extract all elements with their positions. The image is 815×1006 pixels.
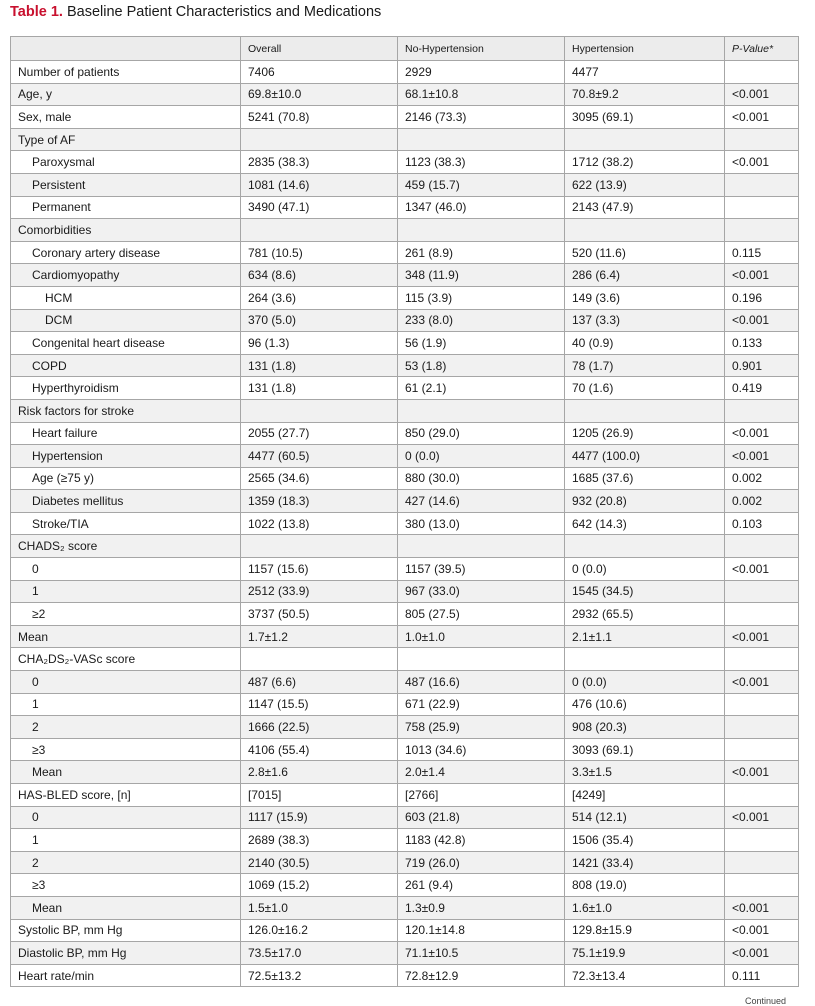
cell-overall: 781 (10.5) xyxy=(241,241,398,264)
cell-p-value xyxy=(725,784,799,807)
row-label: 1 xyxy=(11,693,241,716)
row-label: Diabetes mellitus xyxy=(11,490,241,513)
row-label: Heart failure xyxy=(11,422,241,445)
cell-no-hypertension: 1.3±0.9 xyxy=(398,896,565,919)
cell-no-hypertension xyxy=(398,535,565,558)
cell-hypertension: 1.6±1.0 xyxy=(565,896,725,919)
cell-hypertension: 1712 (38.2) xyxy=(565,151,725,174)
table-row xyxy=(11,445,799,468)
cell-overall: 5241 (70.8) xyxy=(241,106,398,129)
cell-no-hypertension: 459 (15.7) xyxy=(398,173,565,196)
cell-p-value: <0.001 xyxy=(725,83,799,106)
cell-hypertension: 2.1±1.1 xyxy=(565,625,725,648)
cell-p-value xyxy=(725,580,799,603)
cell-p-value xyxy=(725,603,799,626)
row-label: Mean xyxy=(11,761,241,784)
table-row xyxy=(11,716,799,739)
cell-p-value xyxy=(725,716,799,739)
cell-overall: 2055 (27.7) xyxy=(241,422,398,445)
cell-overall xyxy=(241,535,398,558)
table-row xyxy=(11,354,799,377)
cell-p-value xyxy=(725,61,799,84)
cell-no-hypertension: 1347 (46.0) xyxy=(398,196,565,219)
cell-hypertension: 1421 (33.4) xyxy=(565,851,725,874)
cell-overall xyxy=(241,648,398,671)
cell-no-hypertension: 487 (16.6) xyxy=(398,671,565,694)
cell-overall: 126.0±16.2 xyxy=(241,919,398,942)
cell-no-hypertension: 115 (3.9) xyxy=(398,286,565,309)
cell-overall: 2140 (30.5) xyxy=(241,851,398,874)
table-row xyxy=(11,671,799,694)
row-label: ≥2 xyxy=(11,603,241,626)
cell-overall: 634 (8.6) xyxy=(241,264,398,287)
row-label: Age, y xyxy=(11,83,241,106)
cell-p-value xyxy=(725,128,799,151)
table-row xyxy=(11,738,799,761)
cell-p-value: 0.103 xyxy=(725,512,799,535)
cell-hypertension: 3.3±1.5 xyxy=(565,761,725,784)
cell-overall: 264 (3.6) xyxy=(241,286,398,309)
cell-p-value: <0.001 xyxy=(725,264,799,287)
cell-p-value xyxy=(725,693,799,716)
cell-p-value: <0.001 xyxy=(725,625,799,648)
cell-no-hypertension: 850 (29.0) xyxy=(398,422,565,445)
cell-overall xyxy=(241,219,398,242)
cell-hypertension xyxy=(565,399,725,422)
table-row xyxy=(11,693,799,716)
cell-p-value: <0.001 xyxy=(725,445,799,468)
table-row xyxy=(11,874,799,897)
cell-hypertension: 808 (19.0) xyxy=(565,874,725,897)
cell-no-hypertension: [2766] xyxy=(398,784,565,807)
cell-hypertension xyxy=(565,128,725,151)
cell-hypertension: 3093 (69.1) xyxy=(565,738,725,761)
table-title: Baseline Patient Characteristics and Medications xyxy=(66,4,382,20)
row-label: Persistent xyxy=(11,173,241,196)
table-row xyxy=(11,784,799,807)
row-label: Hyperthyroidism xyxy=(11,377,241,400)
row-label: Type of AF xyxy=(11,128,241,151)
cell-overall: 2512 (33.9) xyxy=(241,580,398,603)
table-row xyxy=(11,422,799,445)
cell-hypertension: 40 (0.9) xyxy=(565,332,725,355)
cell-overall: 1157 (15.6) xyxy=(241,558,398,581)
row-label: Comorbidities xyxy=(11,219,241,242)
cell-overall: 487 (6.6) xyxy=(241,671,398,694)
cell-no-hypertension: 671 (22.9) xyxy=(398,693,565,716)
header-overall: Overall xyxy=(241,37,398,61)
cell-hypertension: 70 (1.6) xyxy=(565,377,725,400)
cell-no-hypertension: 348 (11.9) xyxy=(398,264,565,287)
row-label: Paroxysmal xyxy=(11,151,241,174)
cell-hypertension: 286 (6.4) xyxy=(565,264,725,287)
row-label: Permanent xyxy=(11,196,241,219)
table-row xyxy=(11,942,799,965)
cell-overall: 2835 (38.3) xyxy=(241,151,398,174)
table-row xyxy=(11,151,799,174)
cell-hypertension: 0 (0.0) xyxy=(565,671,725,694)
cell-overall: 2565 (34.6) xyxy=(241,467,398,490)
cell-no-hypertension: 1123 (38.3) xyxy=(398,151,565,174)
cell-overall: 2689 (38.3) xyxy=(241,829,398,852)
cell-overall: 1.7±1.2 xyxy=(241,625,398,648)
row-label: HAS-BLED score, [n] xyxy=(11,784,241,807)
cell-no-hypertension: 2146 (73.3) xyxy=(398,106,565,129)
cell-p-value: 0.115 xyxy=(725,241,799,264)
cell-overall: 1069 (15.2) xyxy=(241,874,398,897)
table-row xyxy=(11,83,799,106)
row-label: 1 xyxy=(11,829,241,852)
row-label: ≥3 xyxy=(11,738,241,761)
cell-no-hypertension: 120.1±14.8 xyxy=(398,919,565,942)
table-row xyxy=(11,761,799,784)
table-row xyxy=(11,377,799,400)
cell-overall: 1081 (14.6) xyxy=(241,173,398,196)
row-label: Systolic BP, mm Hg xyxy=(11,919,241,942)
row-label: Risk factors for stroke xyxy=(11,399,241,422)
row-label: Cardiomyopathy xyxy=(11,264,241,287)
cell-no-hypertension: 0 (0.0) xyxy=(398,445,565,468)
cell-p-value: <0.001 xyxy=(725,806,799,829)
cell-no-hypertension: 2.0±1.4 xyxy=(398,761,565,784)
row-label: Heart rate/min xyxy=(11,964,241,987)
header-p-value: P-Value* xyxy=(725,37,799,61)
cell-no-hypertension: 1013 (34.6) xyxy=(398,738,565,761)
cell-hypertension: 129.8±15.9 xyxy=(565,919,725,942)
cell-p-value: <0.001 xyxy=(725,919,799,942)
cell-hypertension xyxy=(565,648,725,671)
row-label: Hypertension xyxy=(11,445,241,468)
header-no-hypertension: No-Hypertension xyxy=(398,37,565,61)
cell-overall: 131 (1.8) xyxy=(241,377,398,400)
cell-hypertension: 3095 (69.1) xyxy=(565,106,725,129)
cell-p-value: <0.001 xyxy=(725,151,799,174)
cell-no-hypertension: 805 (27.5) xyxy=(398,603,565,626)
cell-no-hypertension xyxy=(398,399,565,422)
table-row xyxy=(11,399,799,422)
cell-p-value xyxy=(725,851,799,874)
cell-p-value: 0.196 xyxy=(725,286,799,309)
cell-p-value xyxy=(725,535,799,558)
cell-no-hypertension: 261 (8.9) xyxy=(398,241,565,264)
row-label: Mean xyxy=(11,625,241,648)
cell-no-hypertension: 603 (21.8) xyxy=(398,806,565,829)
cell-no-hypertension: 71.1±10.5 xyxy=(398,942,565,965)
row-label: Coronary artery disease xyxy=(11,241,241,264)
cell-hypertension: 2932 (65.5) xyxy=(565,603,725,626)
table-row xyxy=(11,128,799,151)
table-row xyxy=(11,219,799,242)
cell-hypertension: 137 (3.3) xyxy=(565,309,725,332)
table-label: Table 1. xyxy=(10,4,63,20)
row-label: Mean xyxy=(11,896,241,919)
table-row xyxy=(11,603,799,626)
cell-no-hypertension: 2929 xyxy=(398,61,565,84)
row-label: Congenital heart disease xyxy=(11,332,241,355)
table-row xyxy=(11,512,799,535)
cell-no-hypertension: 53 (1.8) xyxy=(398,354,565,377)
table-row xyxy=(11,309,799,332)
row-label: ≥3 xyxy=(11,874,241,897)
cell-hypertension: 520 (11.6) xyxy=(565,241,725,264)
cell-overall: 4477 (60.5) xyxy=(241,445,398,468)
table-row xyxy=(11,535,799,558)
cell-no-hypertension: 68.1±10.8 xyxy=(398,83,565,106)
table-row xyxy=(11,241,799,264)
cell-hypertension: [4249] xyxy=(565,784,725,807)
cell-p-value: <0.001 xyxy=(725,761,799,784)
cell-no-hypertension: 72.8±12.9 xyxy=(398,964,565,987)
cell-overall: 1022 (13.8) xyxy=(241,512,398,535)
cell-no-hypertension: 427 (14.6) xyxy=(398,490,565,513)
row-label: 0 xyxy=(11,671,241,694)
cell-p-value xyxy=(725,219,799,242)
cell-overall: 1359 (18.3) xyxy=(241,490,398,513)
cell-p-value xyxy=(725,648,799,671)
cell-no-hypertension: 380 (13.0) xyxy=(398,512,565,535)
table-row xyxy=(11,648,799,671)
row-label: Sex, male xyxy=(11,106,241,129)
cell-no-hypertension: 880 (30.0) xyxy=(398,467,565,490)
cell-p-value: 0.901 xyxy=(725,354,799,377)
row-label: 1 xyxy=(11,580,241,603)
cell-overall: 96 (1.3) xyxy=(241,332,398,355)
cell-p-value: <0.001 xyxy=(725,671,799,694)
continued-note: Continued xyxy=(745,996,787,1006)
cell-hypertension: 1685 (37.6) xyxy=(565,467,725,490)
row-label: CHADS₂ score xyxy=(11,535,241,558)
row-label: 0 xyxy=(11,558,241,581)
cell-no-hypertension: 261 (9.4) xyxy=(398,874,565,897)
cell-hypertension: 4477 (100.0) xyxy=(565,445,725,468)
cell-no-hypertension: 233 (8.0) xyxy=(398,309,565,332)
row-label: Stroke/TIA xyxy=(11,512,241,535)
cell-no-hypertension: 1.0±1.0 xyxy=(398,625,565,648)
table-row xyxy=(11,964,799,987)
cell-hypertension: 78 (1.7) xyxy=(565,354,725,377)
cell-p-value: <0.001 xyxy=(725,422,799,445)
table-row xyxy=(11,829,799,852)
cell-hypertension: 642 (14.3) xyxy=(565,512,725,535)
cell-hypertension: 70.8±9.2 xyxy=(565,83,725,106)
cell-hypertension: 932 (20.8) xyxy=(565,490,725,513)
cell-p-value xyxy=(725,196,799,219)
cell-hypertension: 622 (13.9) xyxy=(565,173,725,196)
cell-no-hypertension: 1183 (42.8) xyxy=(398,829,565,852)
cell-overall: 7406 xyxy=(241,61,398,84)
cell-overall: 1117 (15.9) xyxy=(241,806,398,829)
cell-p-value xyxy=(725,173,799,196)
table-row xyxy=(11,286,799,309)
table-row xyxy=(11,196,799,219)
cell-no-hypertension xyxy=(398,128,565,151)
cell-overall: 1.5±1.0 xyxy=(241,896,398,919)
row-label: CHA₂DS₂-VASc score xyxy=(11,648,241,671)
cell-p-value: <0.001 xyxy=(725,106,799,129)
table-row xyxy=(11,332,799,355)
cell-overall: 131 (1.8) xyxy=(241,354,398,377)
cell-p-value: <0.001 xyxy=(725,558,799,581)
cell-hypertension: 1506 (35.4) xyxy=(565,829,725,852)
cell-no-hypertension: 758 (25.9) xyxy=(398,716,565,739)
cell-overall xyxy=(241,399,398,422)
table-row xyxy=(11,558,799,581)
table-row xyxy=(11,264,799,287)
cell-p-value xyxy=(725,874,799,897)
cell-p-value: <0.001 xyxy=(725,942,799,965)
cell-hypertension: 2143 (47.9) xyxy=(565,196,725,219)
row-label: 0 xyxy=(11,806,241,829)
cell-hypertension xyxy=(565,535,725,558)
cell-overall: 370 (5.0) xyxy=(241,309,398,332)
table-caption xyxy=(10,4,381,20)
cell-no-hypertension: 61 (2.1) xyxy=(398,377,565,400)
row-label: Diastolic BP, mm Hg xyxy=(11,942,241,965)
row-label: COPD xyxy=(11,354,241,377)
cell-p-value xyxy=(725,738,799,761)
cell-no-hypertension xyxy=(398,219,565,242)
table-row xyxy=(11,919,799,942)
cell-no-hypertension: 719 (26.0) xyxy=(398,851,565,874)
table-row xyxy=(11,490,799,513)
baseline-characteristics-table xyxy=(10,36,799,987)
cell-hypertension: 149 (3.6) xyxy=(565,286,725,309)
cell-p-value: 0.419 xyxy=(725,377,799,400)
cell-overall: 73.5±17.0 xyxy=(241,942,398,965)
cell-p-value: <0.001 xyxy=(725,309,799,332)
cell-p-value xyxy=(725,829,799,852)
table-row xyxy=(11,173,799,196)
cell-hypertension xyxy=(565,219,725,242)
row-label: Age (≥75 y) xyxy=(11,467,241,490)
cell-p-value xyxy=(725,399,799,422)
cell-hypertension: 908 (20.3) xyxy=(565,716,725,739)
cell-overall xyxy=(241,128,398,151)
cell-hypertension: 1205 (26.9) xyxy=(565,422,725,445)
cell-no-hypertension: 967 (33.0) xyxy=(398,580,565,603)
cell-hypertension: 4477 xyxy=(565,61,725,84)
header-label-col xyxy=(11,37,241,61)
cell-no-hypertension: 56 (1.9) xyxy=(398,332,565,355)
cell-p-value: 0.002 xyxy=(725,467,799,490)
table-row xyxy=(11,467,799,490)
cell-hypertension: 514 (12.1) xyxy=(565,806,725,829)
cell-overall: 4106 (55.4) xyxy=(241,738,398,761)
row-label: HCM xyxy=(11,286,241,309)
table-row xyxy=(11,106,799,129)
table-row xyxy=(11,580,799,603)
cell-overall: [7015] xyxy=(241,784,398,807)
table-row xyxy=(11,851,799,874)
cell-p-value: <0.001 xyxy=(725,896,799,919)
cell-hypertension: 0 (0.0) xyxy=(565,558,725,581)
cell-p-value: 0.111 xyxy=(725,964,799,987)
cell-overall: 2.8±1.6 xyxy=(241,761,398,784)
row-label: Number of patients xyxy=(11,61,241,84)
row-label: DCM xyxy=(11,309,241,332)
cell-no-hypertension xyxy=(398,648,565,671)
cell-hypertension: 72.3±13.4 xyxy=(565,964,725,987)
cell-p-value: 0.002 xyxy=(725,490,799,513)
cell-p-value: 0.133 xyxy=(725,332,799,355)
row-label: 2 xyxy=(11,851,241,874)
header-hypertension: Hypertension xyxy=(565,37,725,61)
cell-overall: 1666 (22.5) xyxy=(241,716,398,739)
cell-no-hypertension: 1157 (39.5) xyxy=(398,558,565,581)
table-row xyxy=(11,625,799,648)
cell-overall: 69.8±10.0 xyxy=(241,83,398,106)
table-header-row xyxy=(11,37,799,61)
cell-hypertension: 75.1±19.9 xyxy=(565,942,725,965)
cell-hypertension: 476 (10.6) xyxy=(565,693,725,716)
row-label: 2 xyxy=(11,716,241,739)
cell-overall: 3490 (47.1) xyxy=(241,196,398,219)
cell-hypertension: 1545 (34.5) xyxy=(565,580,725,603)
table-body xyxy=(11,61,799,987)
cell-overall: 3737 (50.5) xyxy=(241,603,398,626)
cell-overall: 1147 (15.5) xyxy=(241,693,398,716)
cell-overall: 72.5±13.2 xyxy=(241,964,398,987)
table-row xyxy=(11,806,799,829)
table-row xyxy=(11,896,799,919)
table-row xyxy=(11,61,799,84)
